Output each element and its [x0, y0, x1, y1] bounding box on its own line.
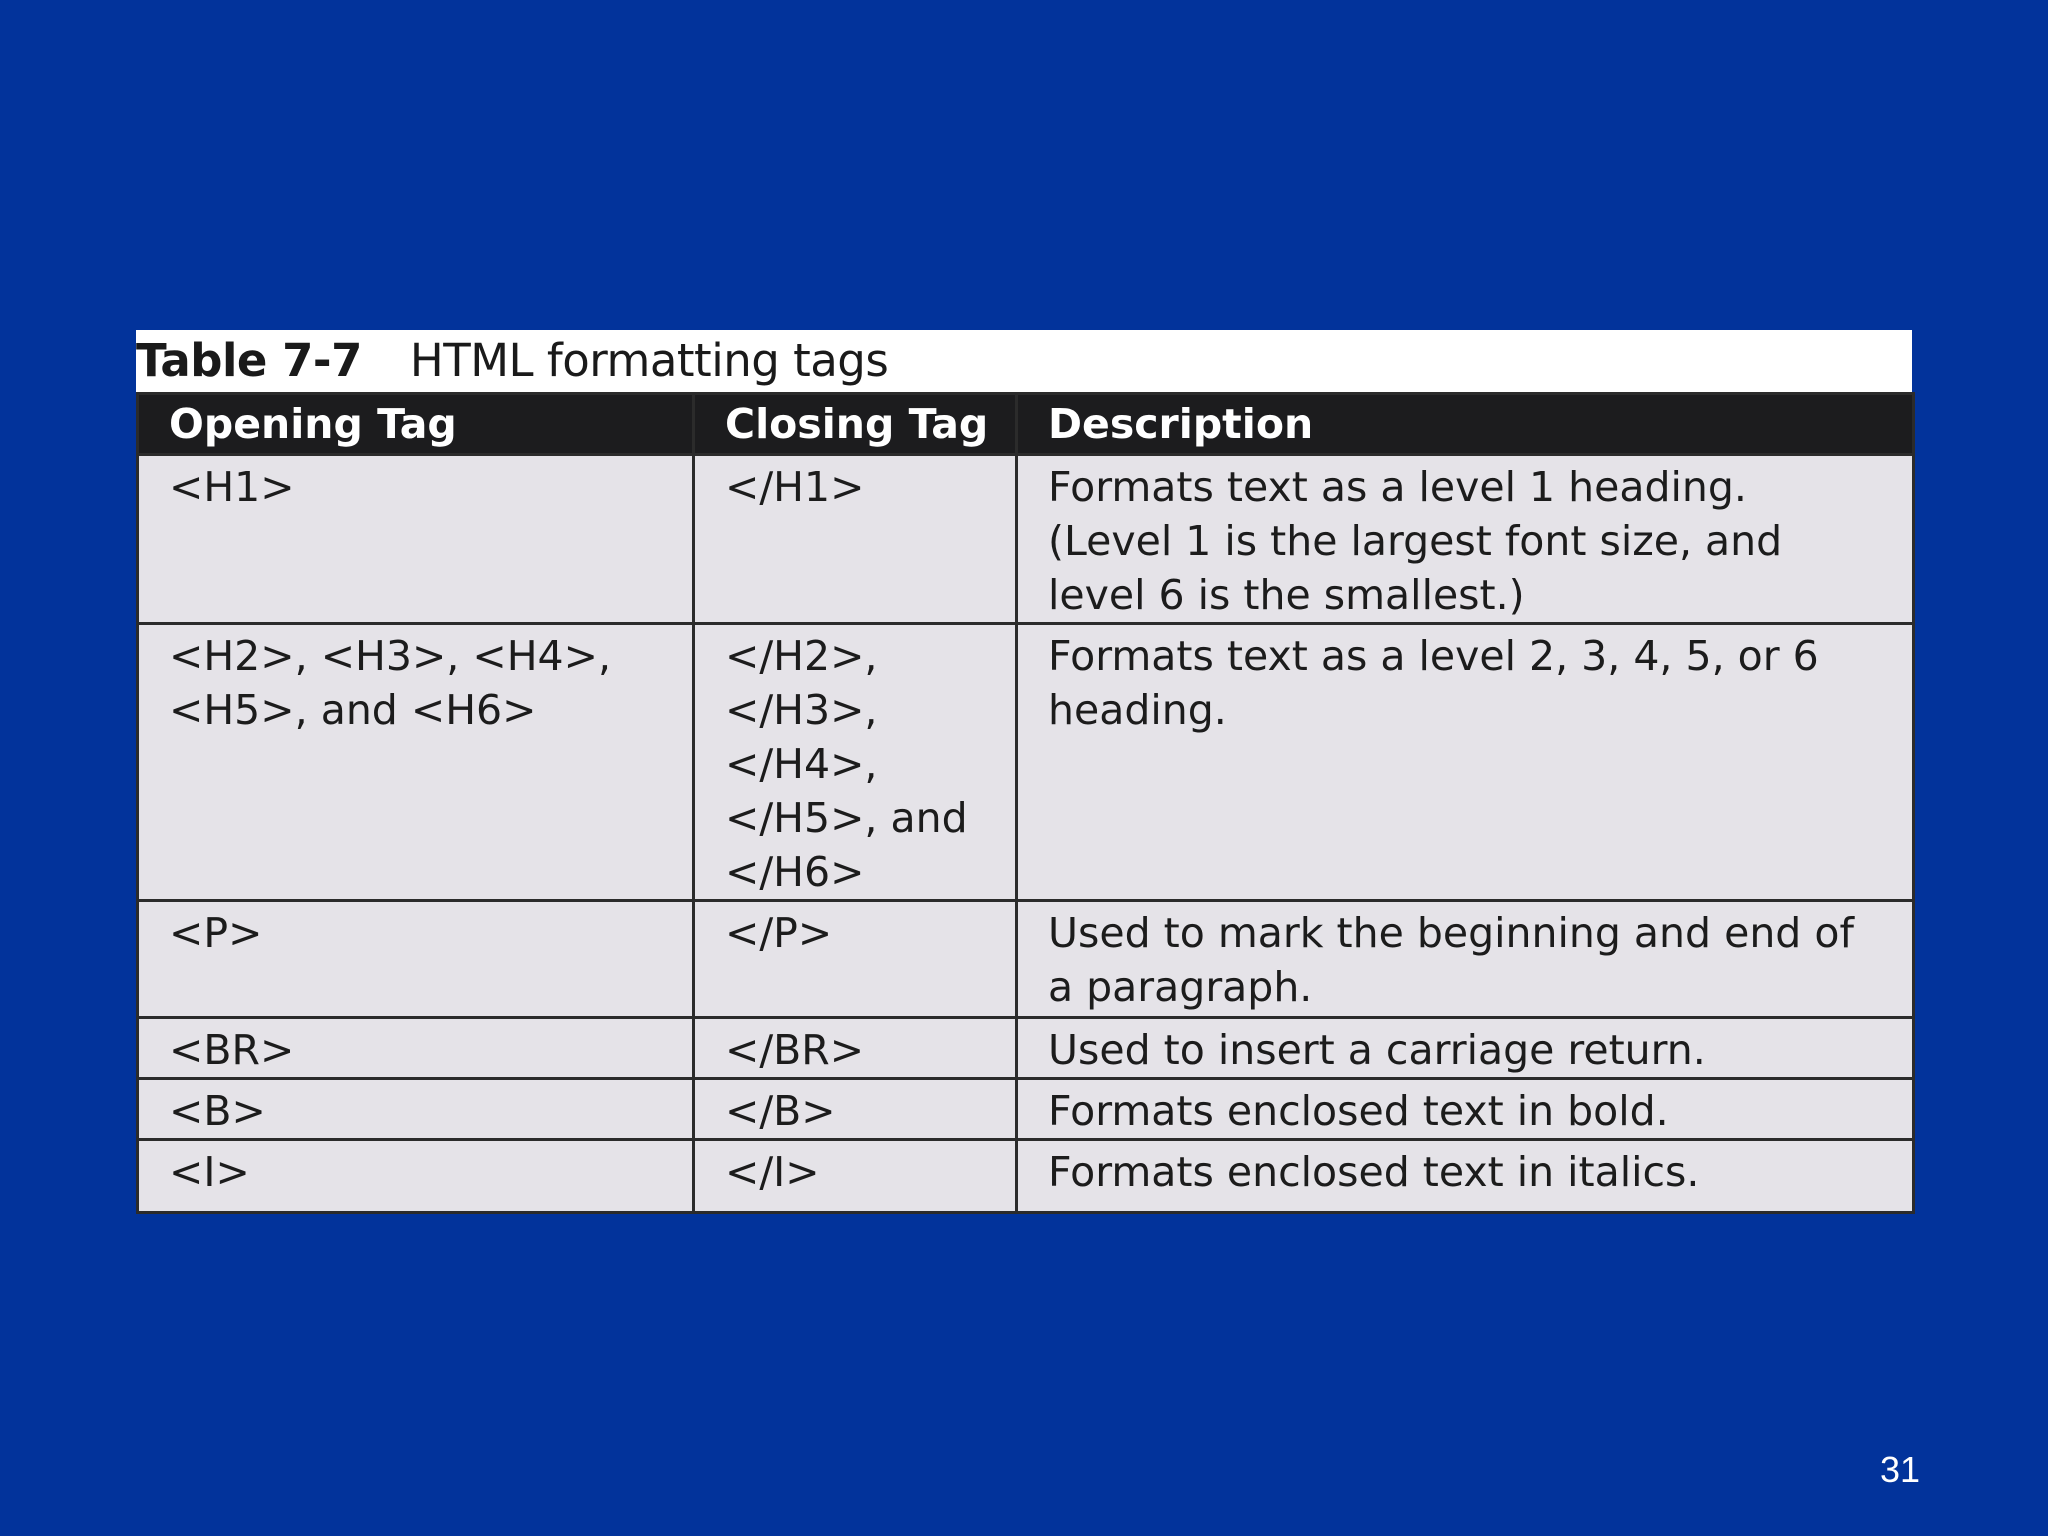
- opening-tag-cell: <H1>: [138, 455, 694, 624]
- description-cell: Formats enclosed text in italics.: [1017, 1140, 1914, 1213]
- description-cell: Formats text as a level 2, 3, 4, 5, or 6 heading.: [1017, 624, 1914, 901]
- table-caption-title: HTML formatting tags: [409, 334, 889, 387]
- table-row: [138, 1079, 1914, 1140]
- description-cell: Used to mark the beginning and end of a paragraph.: [1017, 901, 1914, 1018]
- table-row: [138, 1140, 1914, 1213]
- closing-tag-cell: </H2>, </H3>, </H4>, </H5>, and </H6>: [694, 624, 1017, 901]
- opening-tag-cell: <B>: [138, 1079, 694, 1140]
- description-cell: Formats text as a level 1 heading. (Level 1 is the largest font size, and level 6 is the smallest.): [1017, 455, 1914, 624]
- description-cell: Used to insert a carriage return.: [1017, 1018, 1914, 1079]
- closing-tag-cell: </I>: [694, 1140, 1017, 1213]
- table-row: [138, 455, 1914, 624]
- table-header-row: [138, 394, 1914, 455]
- slide-page-number: 31: [1880, 1449, 1921, 1490]
- header-closing-tag: Closing Tag: [694, 394, 1017, 455]
- closing-tag-cell: </H1>: [694, 455, 1017, 624]
- table-row: [138, 1018, 1914, 1079]
- table-row: [138, 901, 1914, 1018]
- header-opening-tag: Opening Tag: [138, 394, 694, 455]
- opening-tag-cell: <I>: [138, 1140, 694, 1213]
- table-figure: [136, 330, 1912, 1204]
- header-description: Description: [1017, 394, 1914, 455]
- html-formatting-tags-table: [136, 392, 1915, 1214]
- closing-tag-cell: </B>: [694, 1079, 1017, 1140]
- closing-tag-cell: </P>: [694, 901, 1017, 1018]
- table-caption: [136, 330, 1912, 392]
- opening-tag-cell: <P>: [138, 901, 694, 1018]
- closing-tag-cell: </BR>: [694, 1018, 1017, 1079]
- opening-tag-cell: <BR>: [138, 1018, 694, 1079]
- description-cell: Formats enclosed text in bold.: [1017, 1079, 1914, 1140]
- table-caption-number: Table 7-7: [136, 334, 362, 387]
- opening-tag-cell: <H2>, <H3>, <H4>, <H5>, and <H6>: [138, 624, 694, 901]
- table-row: [138, 624, 1914, 901]
